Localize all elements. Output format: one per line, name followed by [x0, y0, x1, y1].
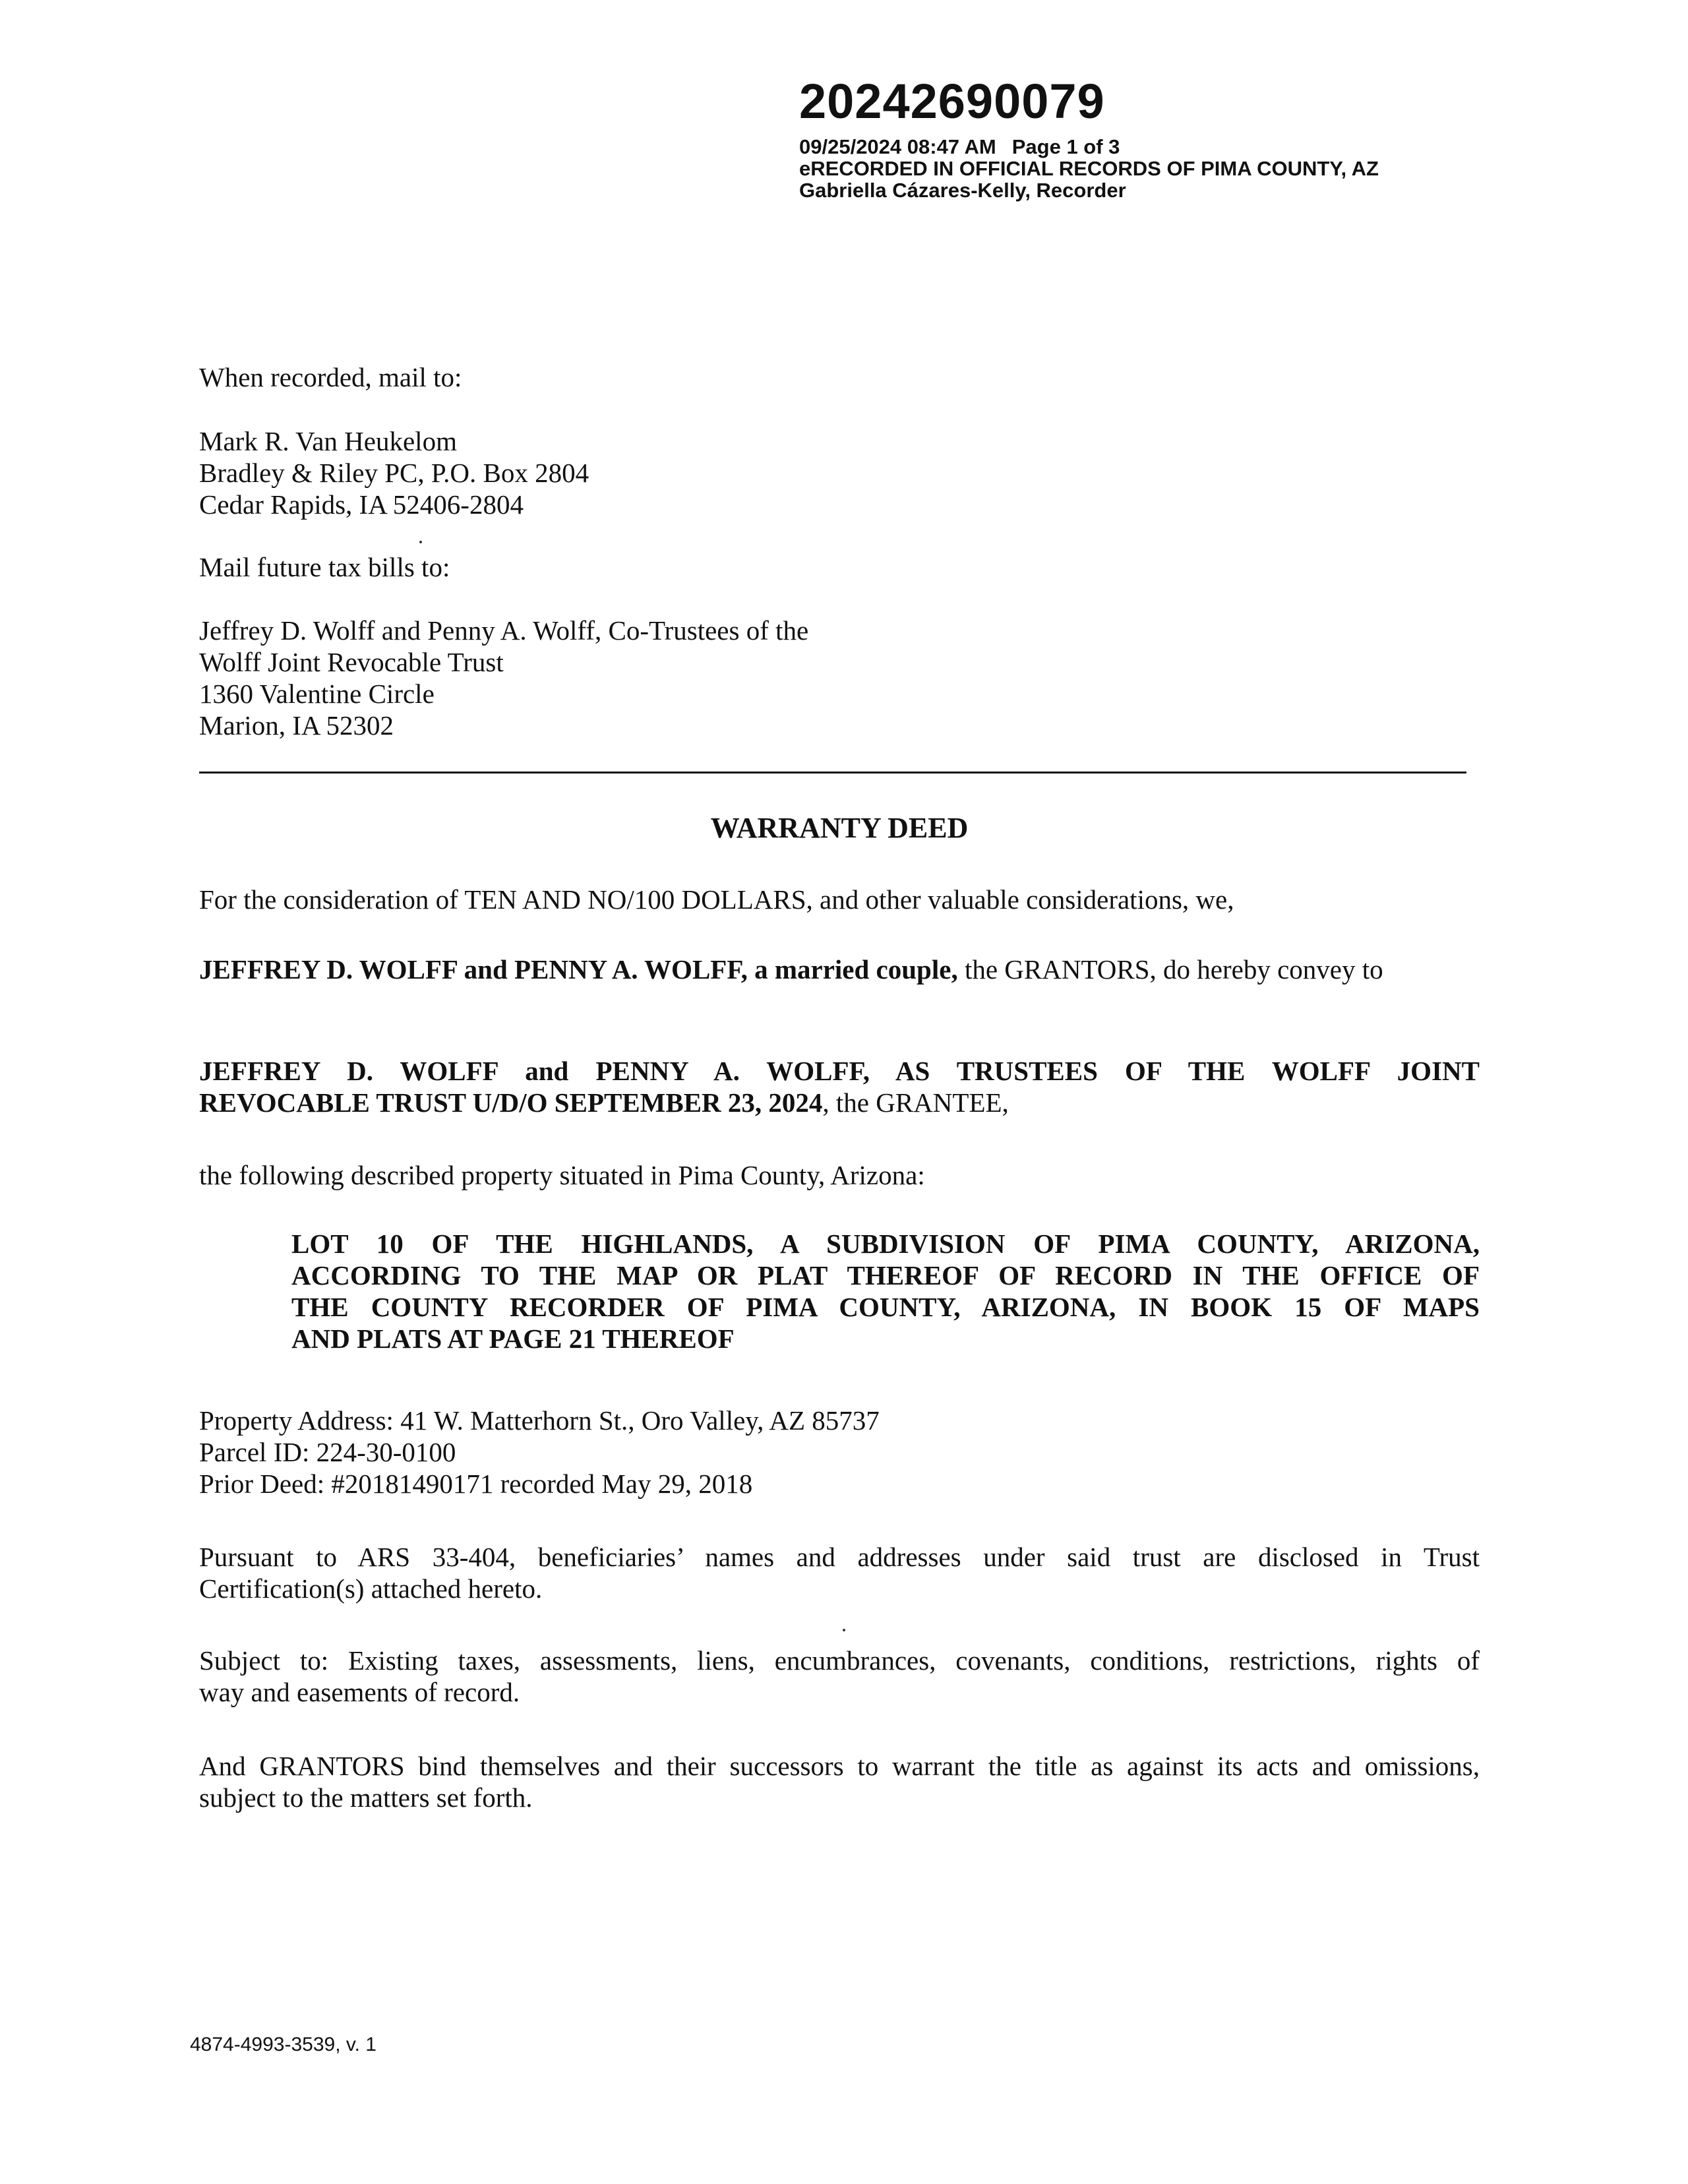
warrant-line: And GRANTORS bind themselves and their successors to warrant the title as against its acts and omissions,: [199, 1751, 1480, 1781]
recording-document-number: 20242690079: [799, 74, 1105, 129]
tax-bills-line: 1360 Valentine Circle: [199, 679, 435, 709]
recording-datetime-line: [799, 136, 1656, 158]
mail-to-line: Cedar Rapids, IA 52406-2804: [199, 489, 524, 520]
legal-description: [291, 1228, 1480, 1354]
document-id: 4874-4993-3539, v. 1: [190, 2034, 377, 2055]
subject-to-line: Subject to: Existing taxes, assessments, liens, encumbrances, covenants, conditions, restrictions, rights of: [199, 1645, 1480, 1676]
property-address: Property Address: 41 W. Matterhorn St., Oro Valley, AZ 85737: [199, 1405, 880, 1436]
stray-mark: [843, 1629, 845, 1631]
mail-to-label: When recorded, mail to:: [199, 362, 462, 392]
mail-to-line: Mark R. Van Heukelom: [199, 426, 457, 456]
recording-stamp: [799, 74, 1656, 201]
recording-county: eRECORDED IN OFFICIAL RECORDS OF PIMA COUNTY, AZ: [799, 157, 1379, 180]
document-title: WARRANTY DEED: [710, 812, 969, 844]
legal-description-line: THE COUNTY RECORDER OF PIMA COUNTY, ARIZONA, IN BOOK 15 OF MAPS: [291, 1292, 1480, 1322]
tax-bills-line: Marion, IA 52302: [199, 710, 394, 741]
recorder-name: Gabriella Cázares-Kelly, Recorder: [799, 179, 1126, 202]
tax-bills-line: Jeffrey D. Wolff and Penny A. Wolff, Co-Trustees of the: [199, 615, 809, 646]
recording-datetime: 09/25/2024 08:47 AM: [799, 135, 996, 158]
tax-bills-line: Wolff Joint Revocable Trust: [199, 647, 504, 677]
warrant-line: subject to the matters set forth.: [199, 1782, 533, 1813]
prior-deed: Prior Deed: #20181490171 recorded May 29, 2018: [199, 1469, 753, 1499]
tax-bills-address: [199, 615, 1480, 741]
pursuant-paragraph: [199, 1541, 1480, 1604]
grantors-names: JEFFREY D. WOLFF and PENNY A. WOLFF, a married couple,: [199, 954, 958, 985]
mail-to-line: Bradley & Riley PC, P.O. Box 2804: [199, 458, 589, 488]
pursuant-line: Certification(s) attached hereto.: [199, 1573, 543, 1604]
grantee-paragraph: [199, 1055, 1480, 1118]
warrant-paragraph: [199, 1750, 1480, 1813]
property-intro: the following described property situated in Pima County, Arizona:: [199, 1160, 925, 1190]
mail-to-address: [199, 425, 1480, 520]
tax-bills-label: Mail future tax bills to:: [199, 552, 450, 582]
grantee-text: , the GRANTEE,: [822, 1087, 1009, 1118]
recording-page-info: Page 1 of 3: [1011, 135, 1120, 158]
property-info: [199, 1405, 1480, 1500]
grantors-text: the GRANTORS, do hereby convey to: [957, 954, 1383, 985]
legal-description-line: LOT 10 OF THE HIGHLANDS, A SUBDIVISION OF PIMA COUNTY, ARIZONA,: [291, 1228, 1480, 1259]
parcel-id: Parcel ID: 224-30-0100: [199, 1437, 456, 1467]
legal-description-line: ACCORDING TO THE MAP OR PLAT THEREOF OF RECORD IN THE OFFICE OF: [291, 1260, 1480, 1290]
horizontal-rule: [199, 772, 1466, 774]
subject-to-line: way and easements of record.: [199, 1677, 520, 1707]
subject-to-paragraph: [199, 1645, 1480, 1708]
legal-description-line: AND PLATS AT PAGE 21 THEREOF: [291, 1323, 735, 1354]
grantee-trust-name: REVOCABLE TRUST U/D/O SEPTEMBER 23, 2024: [199, 1087, 823, 1118]
stray-mark: [419, 541, 422, 543]
consideration-paragraph: For the consideration of TEN AND NO/100 DOLLARS, and other valuable considerations, we,: [199, 884, 1234, 915]
grantors-paragraph: [199, 954, 1480, 985]
grantee-line-1: JEFFREY D. WOLFF and PENNY A. WOLFF, AS TRUSTEES OF THE WOLFF JOINT: [199, 1056, 1480, 1086]
pursuant-line: Pursuant to ARS 33-404, beneficiaries’ names and addresses under said trust are disclosed in Trust: [199, 1542, 1480, 1572]
